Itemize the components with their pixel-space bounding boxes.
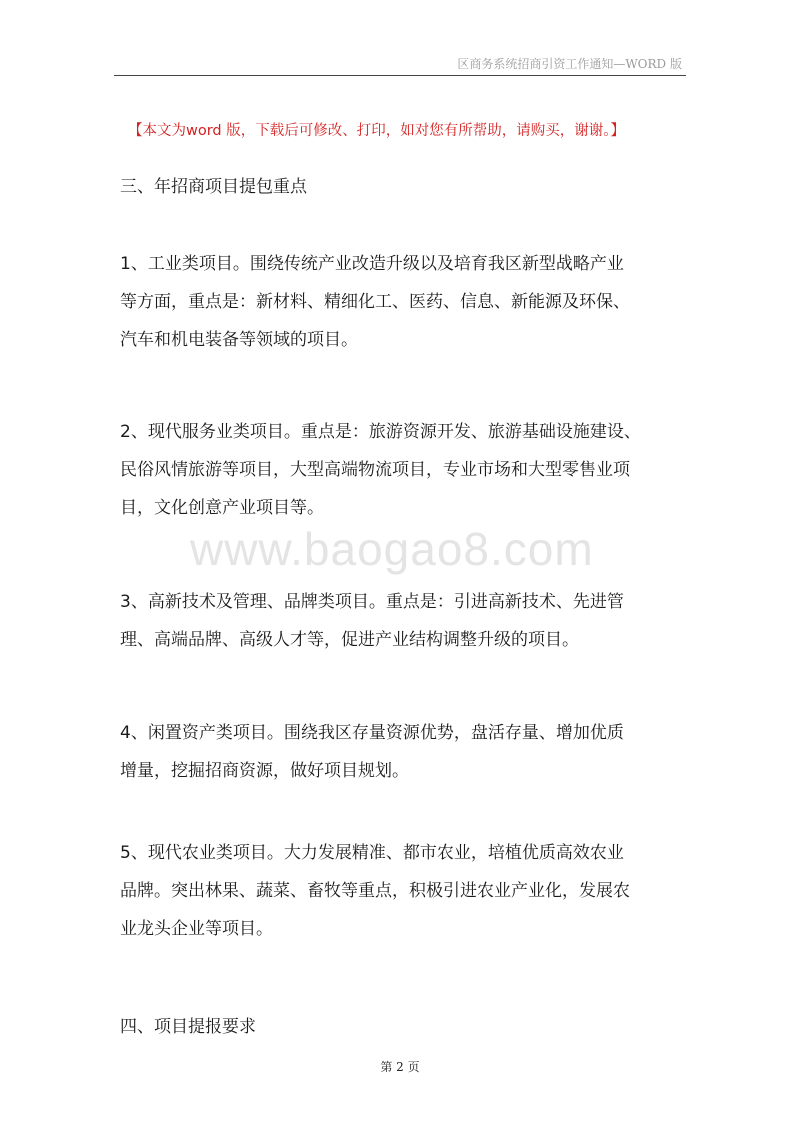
- paragraph-item-4: [120, 714, 686, 790]
- paragraph-line: 民俗风情旅游等项目，大型高端物流项目，专业市场和大型零售业项: [120, 460, 630, 480]
- paragraph-item-5: [120, 834, 686, 948]
- watermark: www.baogao8.com: [190, 523, 594, 575]
- paragraph-line: 1、工业类项目。围绕传统产业改造升级以及培育我区新型战略产业: [120, 254, 624, 274]
- paragraph-line: 3、高新技术及管理、品牌类项目。重点是：引进高新技术、先进管: [120, 592, 624, 612]
- paragraph-item-3: [120, 583, 686, 659]
- paragraph-line: 5、现代农业类项目。大力发展精准、都市农业，培植优质高效农业: [120, 843, 624, 863]
- running-header: 区商务系统招商引资工作通知—WORD 版: [457, 57, 682, 71]
- header-divider: [114, 75, 686, 76]
- paragraph-line: 增量，挖掘招商资源，做好项目规划。: [120, 761, 409, 781]
- paragraph-line: 等方面，重点是：新材料、精细化工、医药、信息、新能源及环保、: [120, 292, 630, 312]
- paragraph-line: 目，文化创意产业项目等。: [120, 498, 324, 518]
- paragraph-item-2: [120, 413, 686, 527]
- paragraph-item-1: [120, 245, 686, 359]
- section-heading-4: 四、项目提报要求: [120, 1017, 256, 1037]
- paragraph-line: 4、闲置资产类项目。围绕我区存量资源优势，盘活存量、增加优质: [120, 723, 624, 743]
- paragraph-line: 业龙头企业等项目。: [120, 919, 273, 939]
- page-number: 第 2 页: [380, 1060, 420, 1074]
- paragraph-line: 品牌。突出林果、蔬菜、畜牧等重点，积极引进农业产业化，发展农: [120, 881, 630, 901]
- section-heading-3: 三、年招商项目提包重点: [120, 177, 307, 197]
- paragraph-line: 理、高端品牌、高级人才等，促进产业结构调整升级的项目。: [120, 630, 579, 650]
- purchase-notice: 【本文为word 版，下载后可修改、打印，如对您有所帮助，请购买，谢谢。】: [128, 123, 625, 139]
- paragraph-line: 2、现代服务业类项目。重点是：旅游资源开发、旅游基础设施建设、: [120, 422, 641, 442]
- paragraph-line: 汽车和机电装备等领域的项目。: [120, 330, 358, 350]
